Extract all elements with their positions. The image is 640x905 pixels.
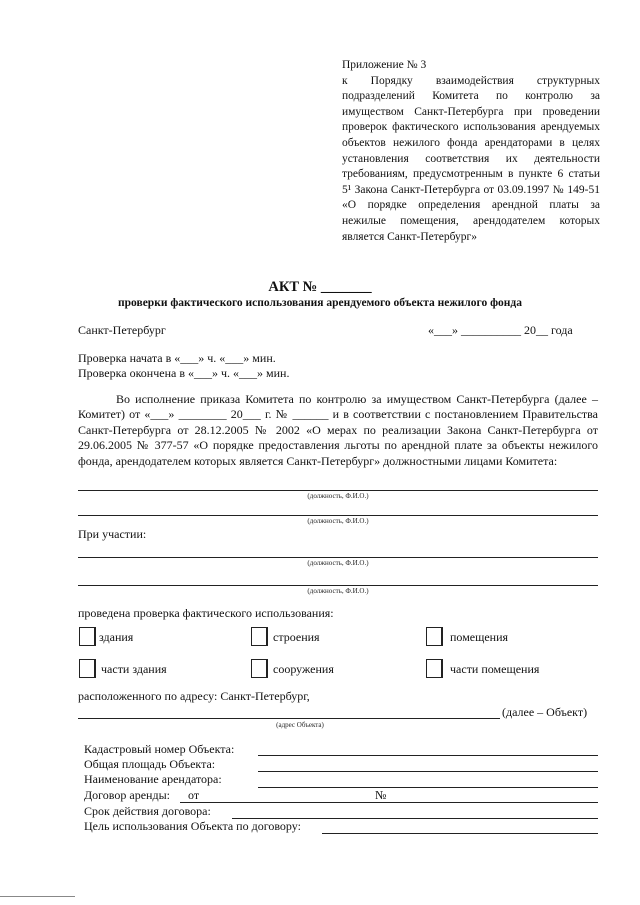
participant-2-caption: (должность, Ф.И.О.): [307, 587, 369, 595]
footnote-rule: [0, 896, 75, 897]
purpose-line[interactable]: [322, 833, 598, 834]
checkbox-premises-part-label: части помещения: [450, 662, 540, 676]
checkbox-premises-part[interactable]: [426, 659, 443, 678]
address-line[interactable]: [78, 718, 500, 719]
appendix-title: Приложение № 3: [342, 59, 427, 71]
check-started: Проверка начата в «___» ч. «___» мин.: [78, 351, 276, 365]
city-label: Санкт-Петербург: [78, 323, 166, 337]
address-label: расположенного по адресу: Санкт-Петербург,: [78, 689, 310, 703]
checkbox-structure[interactable]: [251, 627, 268, 646]
checkbox-building-part-label: части здания: [101, 662, 167, 676]
cadastral-label: Кадастровый номер Объекта:: [84, 742, 235, 756]
participant-1-line[interactable]: [78, 557, 598, 558]
official-2-caption: (должность, Ф.И.О.): [307, 517, 369, 525]
term-label: Срок действия договора:: [84, 804, 211, 818]
act-title: АКТ № _______: [268, 279, 372, 295]
participation-label: При участии:: [78, 527, 147, 541]
inspection-label: проведена проверка фактического использования:: [78, 606, 334, 620]
tenant-line[interactable]: [258, 787, 598, 788]
official-2-line[interactable]: [78, 515, 598, 516]
contract-from-label: от: [188, 788, 200, 802]
address-caption: (адрес Объекта): [276, 721, 324, 729]
official-1-line[interactable]: [78, 490, 598, 491]
tenant-label: Наименование арендатора:: [84, 772, 222, 786]
appendix-text: к Порядку взаимодействия структурных подразделений Комитета по контролю за имуществом Санкт-Петербурга при проведении проверок фактического использования арендуемых объектов нежилого фонда арендаторами в целях установления соответствия их деятельности требованиям, предусмотренным в пункте 6 статьи 5¹ Закона Санкт-Петербурга от 03.09.1997 № 149-51 «О порядке определения арендной платы за нежилые помещения, арендодателем которых является Санкт-Петербург»: [342, 74, 600, 243]
checkbox-building-label: здания: [99, 630, 134, 644]
intro-paragraph: [78, 392, 598, 469]
contract-label: Договор аренды:: [84, 788, 170, 802]
address-suffix: (далее – Объект): [502, 705, 588, 719]
checkbox-premises[interactable]: [426, 627, 443, 646]
area-line[interactable]: [258, 771, 598, 772]
act-subtitle: проверки фактического использования арендуемого объекта нежилого фонда: [118, 297, 522, 309]
area-label: Общая площадь Объекта:: [84, 757, 216, 771]
intro-text: Во исполнение приказа Комитета по контролю за имуществом Санкт-Петербурга (далее – Комитет) от «___» ________ 20___ г. № ______ и в соответствии с постановлением Правительства Санкт-Петербурга от 28.12.2005 № 2002 «О мерах по реализации Закона Санкт-Петербурга от 29.06.2005 № 377-57 «О порядке предоставления льготы по арендной плате за объекты нежилого фонда, арендодателем которых является Санкт-Петербург» должностными лицами Комитета:: [78, 392, 598, 468]
cadastral-line[interactable]: [258, 755, 598, 756]
act-date: «___» __________ 20__ года: [428, 323, 573, 337]
checkbox-facility[interactable]: [251, 659, 268, 678]
checkbox-building[interactable]: [79, 627, 96, 646]
participant-2-line[interactable]: [78, 585, 598, 586]
checkbox-premises-label: помещения: [450, 630, 509, 644]
check-ended: Проверка окончена в «___» ч. «___» мин.: [78, 366, 290, 380]
checkbox-structure-label: строения: [273, 630, 320, 644]
participant-1-caption: (должность, Ф.И.О.): [307, 559, 369, 567]
official-1-caption: (должность, Ф.И.О.): [307, 492, 369, 500]
contract-number-label: №: [375, 788, 387, 802]
purpose-label: Цель использования Объекта по договору:: [84, 819, 301, 833]
contract-line[interactable]: [180, 802, 598, 803]
appendix-block: [342, 58, 600, 245]
checkbox-building-part[interactable]: [79, 659, 96, 678]
checkbox-facility-label: сооружения: [273, 662, 334, 676]
